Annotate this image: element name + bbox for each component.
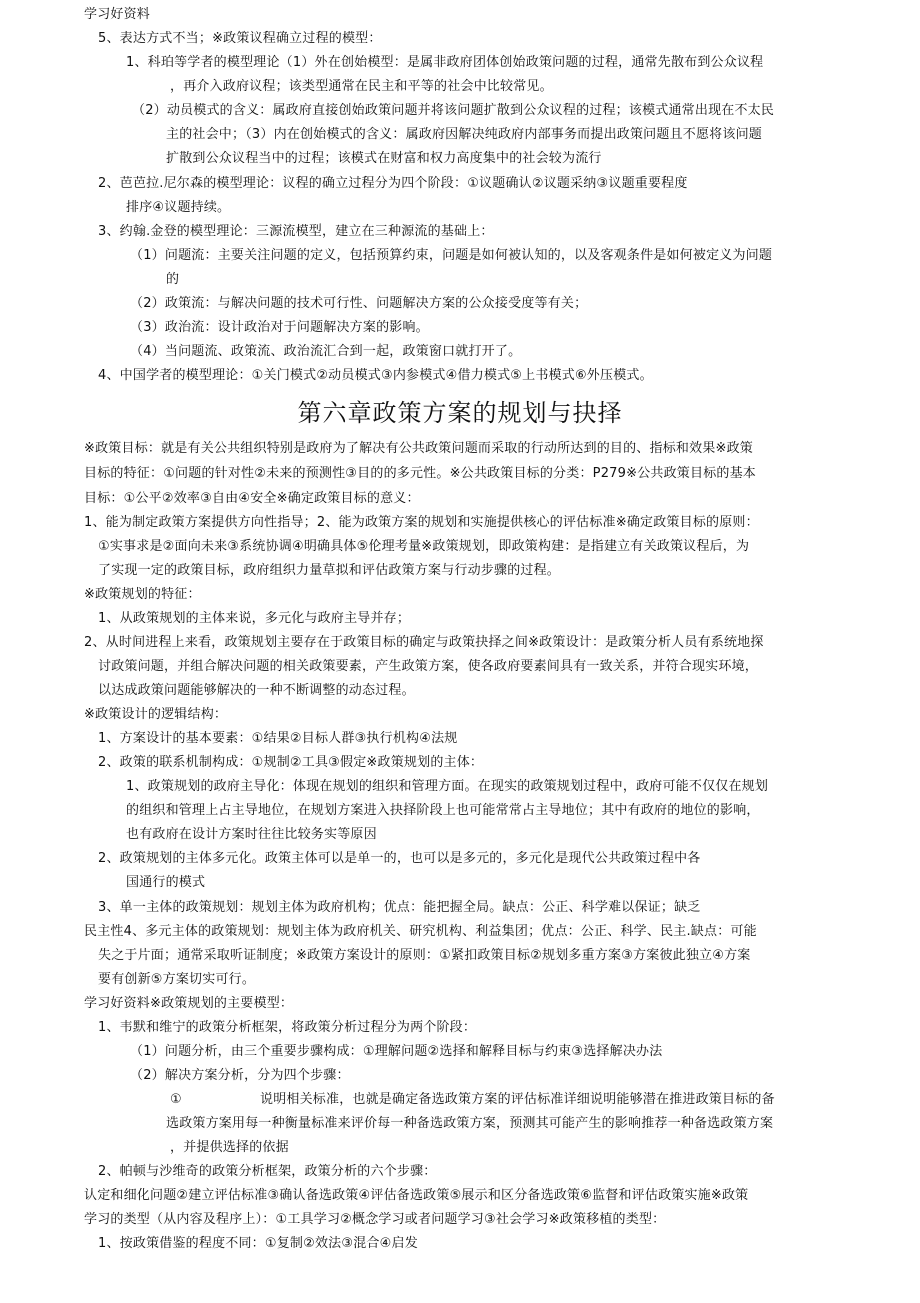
text-line: 说明相关标准，也就是确定备选政策方案的评估标准详细说明能够潜在推进政策目标的备 [260, 1092, 775, 1107]
text-line: 5、表达方式不当；※政策议程确立过程的模型： [98, 31, 382, 46]
text-line: （4）当问题流、政策流、政治流汇合到一起，政策窗口就打开了。 [130, 344, 522, 359]
text-line: 的组织和管理上占主导地位，在规划方案进入抉择阶段上也可能常常占主导地位；其中有政府的地位的影响， [126, 803, 760, 818]
text-line: 3、单一主体的政策规划：规划主体为政府机构；优点：能把握全局。缺点：公正、科学难以保证；缺乏 [98, 900, 701, 915]
text-line: 了实现一定的政策目标，政府组织力量草拟和评估政策方案与行动步骤的过程。 [98, 563, 561, 578]
text-line: ※政策目标：就是有关公共组织特别是政府为了解决有公共政策问题而采取的行动所达到的目的、指标和效果※政策 [84, 441, 753, 456]
text-line: 2、政策的联系机制构成：①规制②工具③假定※政策规划的主体： [98, 755, 484, 770]
text-line: ，并提供选择的依据 [170, 1140, 289, 1155]
text-line: 1、能为制定政策方案提供方向性指导；2、能为政策方案的规划和实施提供核心的评估标准※确定政策目标的原则： [84, 515, 759, 530]
text-line: 2、政策规划的主体多元化。政策主体可以是单一的，也可以是多元的，多元化是现代公共政策过程中各 [98, 851, 701, 866]
text-line: 主的社会中；（3）内在创始模式的含义：属政府因解决纯政府内部事务而提出政策问题且不愿将该问题 [166, 127, 762, 142]
text-line: ①实事求是②面向未来③系统协调④明确具体⑤伦理考量※政策规划，即政策构建：是指建立有关政策议程后，为 [98, 539, 750, 554]
text-line: ，再介入政府议程；该类型通常在民主和平等的社会中比较常见。 [170, 79, 553, 94]
text-line: 讨政策问题，并组合解决问题的相关政策要素，产生政策方案，使各政府要素间具有一致关系，并符合现实环境， [98, 659, 759, 674]
text-line: 1、政策规划的政府主导化：体现在规划的组织和管理方面。在现实的政策规划过程中，政府可能不仅仅在规划 [126, 779, 769, 794]
text-line: 2、芭芭拉.尼尔森的模型理论：议程的确立过程分为四个阶段：①议题确认②议题采纳③议题重要程度 [98, 176, 688, 191]
text-line: 选政策方案用每一种衡量标准来评价每一种备选政策方案，预测其可能产生的影响推荐一种备选政策方案 [166, 1116, 774, 1131]
text-line: 3、约翰.金登的模型理论：三源流模型，建立在三种源流的基础上： [98, 224, 494, 239]
text-line: 也有政府在设计方案时往往比较务实等原因 [126, 827, 377, 842]
text-line: 1、方案设计的基本要素：①结果②目标人群③执行机构④法规 [98, 731, 458, 746]
text-line: 1、从政策规划的主体来说，多元化与政府主导并存； [98, 611, 411, 626]
text-line: （1）问题流：主要关注问题的定义，包括预算约束，问题是如何被认知的，以及客观条件是如何被定义为问题 [130, 248, 773, 263]
text-line: 学习的类型（从内容及程序上）：①工具学习②概念学习或者问题学习③社会学习※政策移植的类型： [84, 1212, 666, 1227]
chapter-title: 第六章政策方案的规划与抉择 [297, 399, 623, 427]
text-line: （1）问题分析，由三个重要步骤构成：①理解问题②选择和解释目标与约束③选择解决办法 [130, 1044, 663, 1059]
text-line: 要有创新⑤方案切实可行。 [98, 972, 256, 987]
text-line: 学习好资料※政策规划的主要模型： [84, 996, 294, 1011]
text-line: ① [170, 1092, 182, 1107]
text-line: 扩散到公众议程当中的过程；该模式在财富和权力高度集中的社会较为流行 [166, 151, 602, 166]
text-line: 目标：①公平②效率③自由④安全※确定政策目标的意义： [84, 491, 420, 506]
text-line: 认定和细化问题②建立评估标准③确认备选政策④评估备选政策⑤展示和区分备选政策⑥监督和评估政策实施※政策 [84, 1188, 749, 1203]
text-line: 4、中国学者的模型理论：①关门模式②动员模式③内参模式④借力模式⑤上书模式⑥外压模式。 [98, 368, 653, 383]
text-line: （2）解决方案分析，分为四个步骤： [130, 1068, 350, 1083]
text-line: ※政策设计的逻辑结构： [84, 707, 228, 722]
text-line: 失之于片面；通常采取听证制度；※政策方案设计的原则：①紧扣政策目标②规划多重方案③方案彼此独立④方案 [98, 948, 751, 963]
text-line: 1、韦默和维宁的政策分析框架，将政策分析过程分为两个阶段： [98, 1020, 477, 1035]
text-line: ※政策规划的特征： [84, 587, 201, 602]
text-line: 国通行的模式 [126, 875, 206, 890]
text-line: 2、帕顿与沙维奇的政策分析框架，政策分析的六个步骤： [98, 1164, 437, 1179]
text-line: 以达成政策问题能够解决的一种不断调整的动态过程。 [98, 683, 415, 698]
page-header: 学习好资料 [84, 7, 151, 22]
text-line: 目标的特征：①问题的针对性②未来的预测性③目的的多元性。※公共政策目标的分类：P279※公共政策目标的基本 [84, 466, 757, 481]
text-line: 2、从时间进程上来看，政策规划主要存在于政策目标的确定与政策抉择之间※政策设计：是政策分析人员有系统地探 [84, 635, 764, 650]
text-line: （2）动员模式的含义：属政府直接创始政策问题并将该问题扩散到公众议程的过程；该模式通常出现在不太民 [132, 103, 775, 118]
text-line: 排序④议题持续。 [126, 200, 231, 215]
text-line: 的 [166, 272, 180, 287]
text-line: 1、科珀等学者的模型理论（1）外在创始模型：是属非政府团体创始政策问题的过程，通常先散布到公众议程 [126, 55, 764, 70]
text-line: 1、按政策借鉴的程度不同：①复制②效法③混合④启发 [98, 1236, 418, 1251]
text-line: （3）政治流：设计政治对于问题解决方案的影响。 [130, 320, 429, 335]
text-line: （2）政策流：与解决问题的技术可行性、问题解决方案的公众接受度等有关； [130, 296, 588, 311]
text-line: 民主性4、多元主体的政策规划：规划主体为政府机关、研究机构、利益集团；优点：公正、科学、民主.缺点：可能 [84, 924, 757, 939]
